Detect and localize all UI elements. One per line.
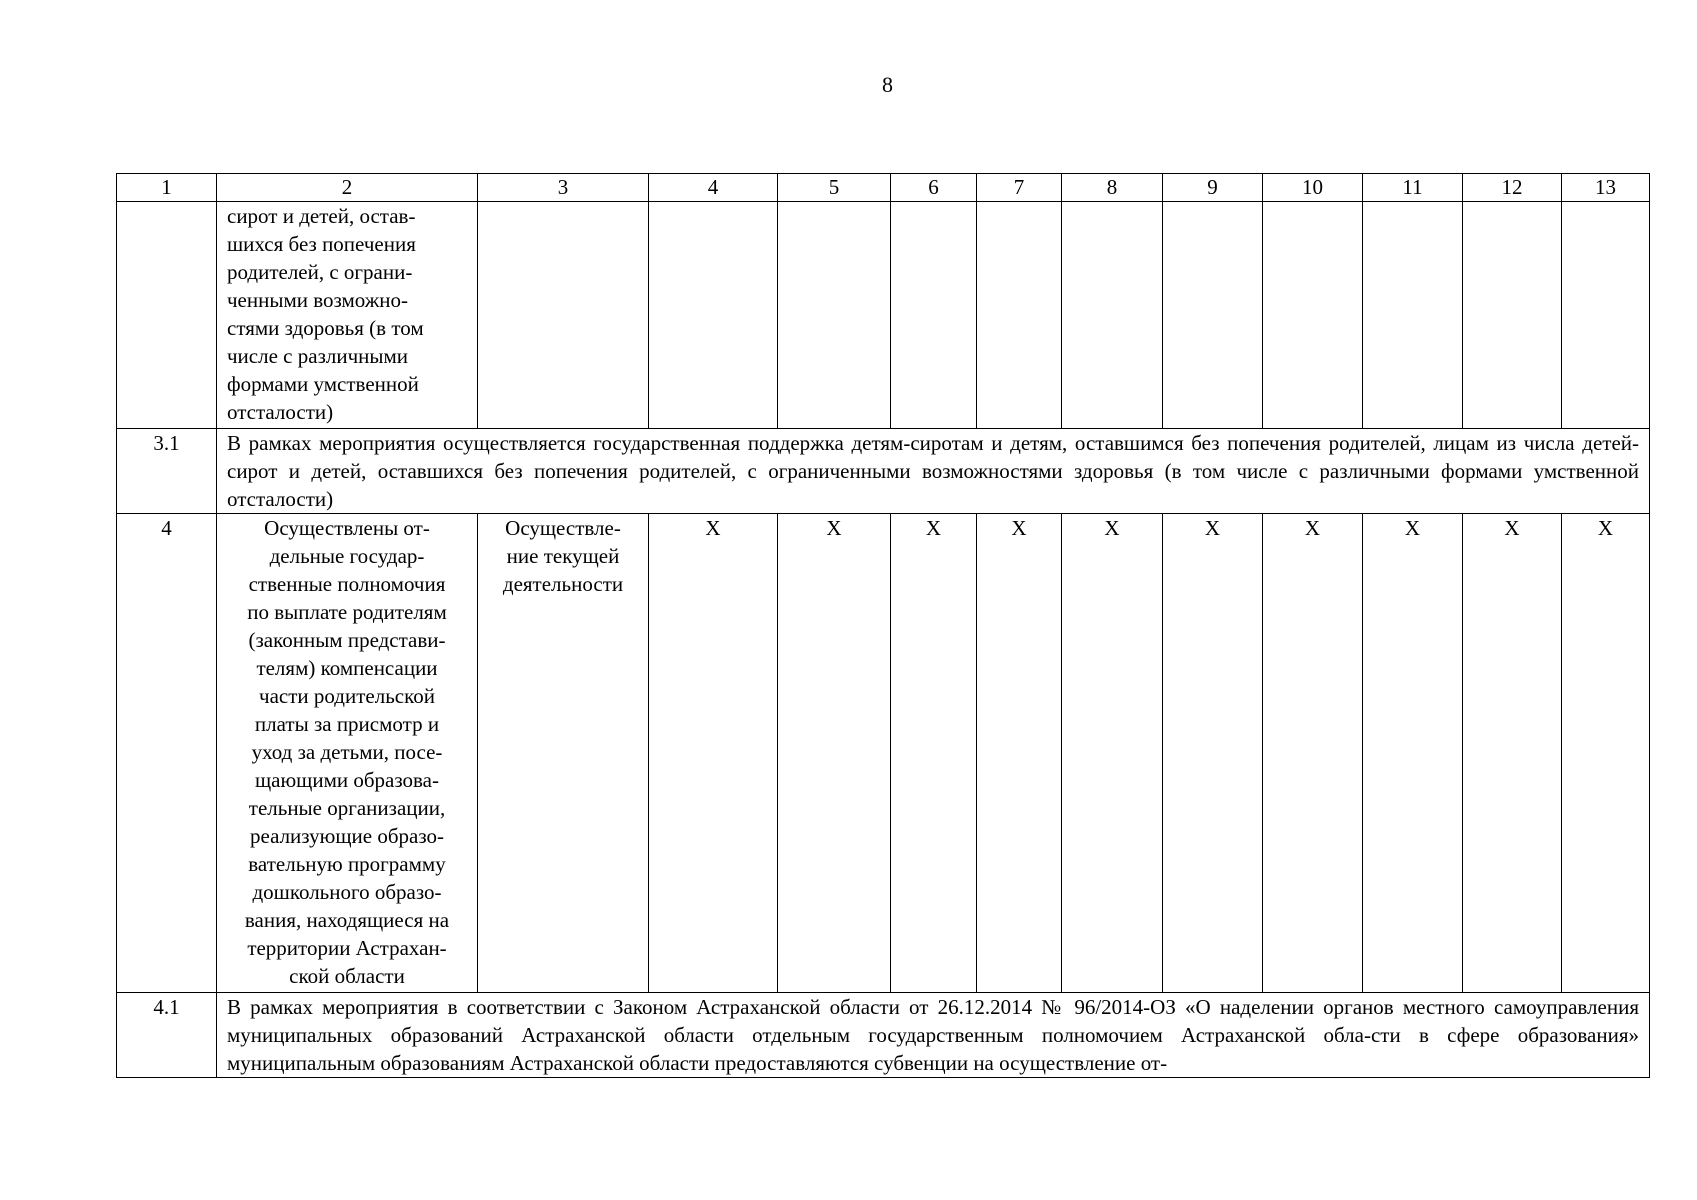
table-row: [117, 429, 1650, 514]
row-number: 4: [117, 514, 217, 993]
table-row: [117, 202, 1650, 429]
empty-cell: [778, 202, 891, 429]
column-header: 6: [891, 174, 977, 202]
column-header: 9: [1163, 174, 1263, 202]
program-table: [116, 173, 1650, 1078]
row-number: [117, 202, 217, 429]
mark-cell: X: [778, 514, 891, 993]
column-header: 12: [1463, 174, 1562, 202]
mark-cell: X: [1163, 514, 1263, 993]
empty-cell: [1062, 202, 1163, 429]
row-number: 4.1: [117, 993, 217, 1078]
mark-cell: X: [1363, 514, 1463, 993]
table-row: [117, 993, 1650, 1078]
row-note: В рамках мероприятия в соответствии с Законом Астраханской области от 26.12.2014 № 96/2014-ОЗ «О наделении органов местного самоуправления муниципальных образований Астраханской области отдельным государственным полномочием Астраханской обла-сти в сфере образования» муниципальным образованиям Астраханской области предоставляются субвенции на осуществление от-: [217, 993, 1650, 1078]
row-number: 3.1: [117, 429, 217, 514]
table-row: [117, 514, 1650, 993]
column-header: 4: [649, 174, 778, 202]
empty-cell: [1163, 202, 1263, 429]
mark-cell: X: [1562, 514, 1650, 993]
mark-cell: X: [1062, 514, 1163, 993]
empty-cell: [1263, 202, 1363, 429]
mark-cell: X: [977, 514, 1062, 993]
mark-cell: X: [649, 514, 778, 993]
column-header: 1: [117, 174, 217, 202]
column-header: 3: [478, 174, 649, 202]
column-header: 11: [1363, 174, 1463, 202]
empty-cell: [1363, 202, 1463, 429]
column-header: 2: [217, 174, 478, 202]
header-row: [117, 174, 1650, 202]
empty-cell: [891, 202, 977, 429]
row-description: Осуществлены от- дельные государ- ственные полномочия по выплате родителям (законным представи- телям) компенсации части родительской платы за присмотр и уход за детьми, посе- щающими образова- тельные организации, реализующие образо- вательную программу дошкольного образо- вания, находящиеся на территории Астрахан- ской области: [217, 514, 478, 993]
column-header: 5: [778, 174, 891, 202]
empty-cell: [977, 202, 1062, 429]
mark-cell: X: [1263, 514, 1363, 993]
empty-cell: [649, 202, 778, 429]
row-implementation: [478, 202, 649, 429]
empty-cell: [1463, 202, 1562, 429]
mark-cell: X: [891, 514, 977, 993]
column-header: 10: [1263, 174, 1363, 202]
row-implementation: Осуществле- ние текущей деятельности: [478, 514, 649, 993]
row-description: сирот и детей, остав- шихся без попечения родителей, с ограни- ченными возможно- стями здоровья (в том числе с различными формами умственной отсталости): [217, 202, 478, 429]
column-header: 8: [1062, 174, 1163, 202]
column-header: 7: [977, 174, 1062, 202]
page-number: 8: [882, 72, 893, 97]
empty-cell: [1562, 202, 1650, 429]
column-header: 13: [1562, 174, 1650, 202]
row-note: В рамках мероприятия осуществляется государственная поддержка детям-сиротам и детям, оставшимся без попечения родителей, лицам из числа детей-сирот и детей, оставшихся без попечения родителей, с ограниченными возможностями здоровья (в том числе с различными формами умственной отсталости): [217, 429, 1650, 514]
mark-cell: X: [1463, 514, 1562, 993]
